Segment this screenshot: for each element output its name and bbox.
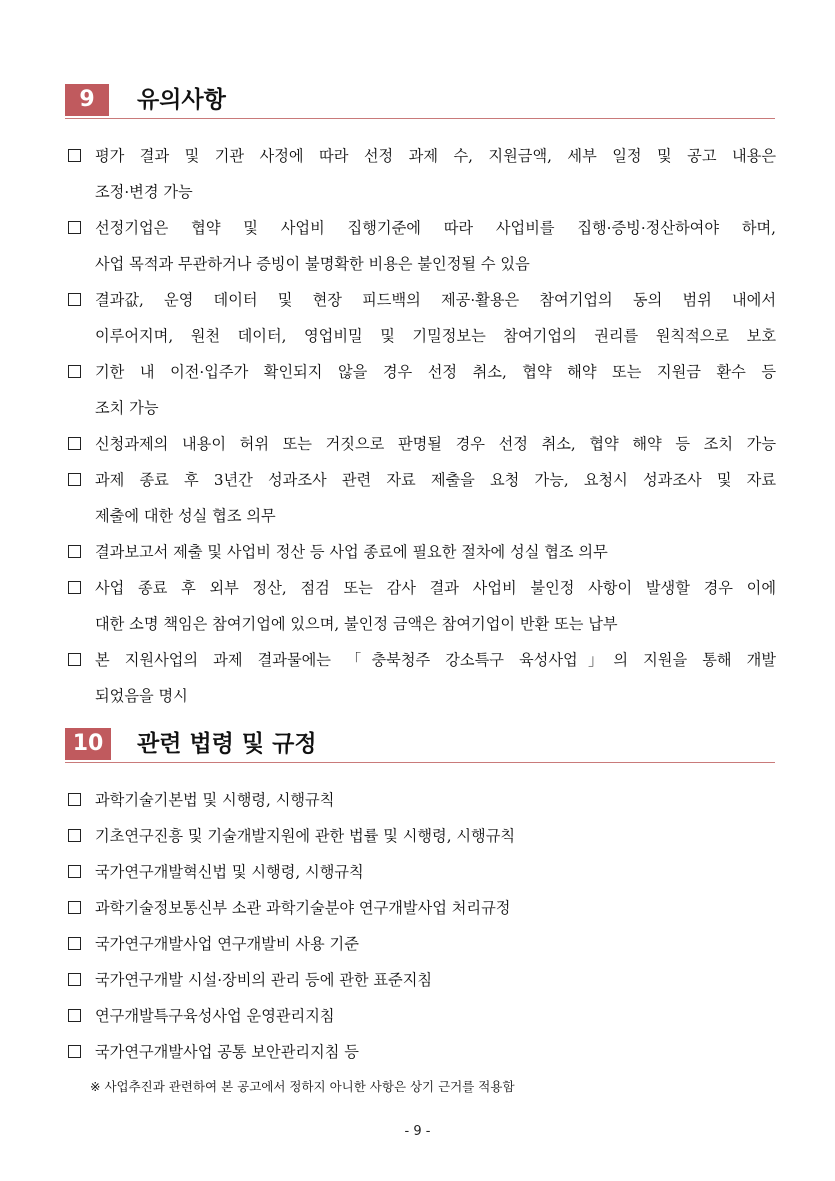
section-10-header <box>65 728 775 763</box>
section-number: 10 <box>65 728 111 760</box>
item-line: 과제 종료 후 3년간 성과조사 관련 자료 제출을 요청 가능, 요청시 성과조사 및 자료 <box>95 471 776 489</box>
section-9-header <box>65 84 775 119</box>
notice-item <box>68 642 776 714</box>
regulation-item <box>68 962 776 998</box>
notice-item <box>68 210 776 282</box>
notice-item <box>68 570 776 642</box>
item-line: 과학기술정보통신부 소관 과학기술분야 연구개발사업 처리규정 <box>95 899 511 917</box>
page-number: - 9 - <box>404 1124 431 1139</box>
item-line: 결과값, 운영 데이터 및 현장 피드백의 제공·활용은 참여기업의 동의 범위 내에서 <box>95 291 776 309</box>
checkbox-icon <box>68 221 81 234</box>
checkbox-icon <box>68 437 81 450</box>
checkbox-icon <box>68 937 81 950</box>
checkbox-icon <box>68 829 81 842</box>
notice-item <box>68 426 776 462</box>
regulation-item <box>68 890 776 926</box>
checkbox-icon <box>68 545 81 558</box>
item-line: 사업 목적과 무관하거나 증빙이 불명확한 비용은 불인정될 수 있음 <box>95 255 530 273</box>
footnote: ※ 사업추진과 관련하여 본 공고에서 정하지 아니한 사항은 상기 근거를 적용함 <box>90 1079 515 1094</box>
item-line: 선정기업은 협약 및 사업비 집행기준에 따라 사업비를 집행·증빙·정산하여야 하며, <box>95 219 776 237</box>
item-line: 조정·변경 가능 <box>95 183 193 201</box>
regulation-item <box>68 998 776 1034</box>
regulation-item <box>68 1034 776 1070</box>
item-line: 국가연구개발혁신법 및 시행령, 시행규칙 <box>95 863 364 881</box>
checkbox-icon <box>68 793 81 806</box>
checkbox-icon <box>68 973 81 986</box>
item-line: 대한 소명 책임은 참여기업에 있으며, 불인정 금액은 참여기업이 반환 또는 납부 <box>95 615 618 633</box>
checkbox-icon <box>68 293 81 306</box>
item-line: 기초연구진흥 및 기술개발지원에 관한 법률 및 시행령, 시행규칙 <box>95 827 516 845</box>
item-line: 연구개발특구육성사업 운영관리지침 <box>95 1007 335 1025</box>
notice-item <box>68 282 776 354</box>
checkbox-icon <box>68 653 81 666</box>
item-line: 제출에 대한 성실 협조 의무 <box>95 507 276 525</box>
regulation-item <box>68 818 776 854</box>
item-line: 국가연구개발사업 공통 보안관리지침 등 <box>95 1043 359 1061</box>
section-number: 9 <box>65 84 109 116</box>
item-line: 되었음을 명시 <box>95 687 188 705</box>
item-line: 본 지원사업의 과제 결과물에는 「충북청주 강소특구 육성사업」의 지원을 통해 개발 <box>95 651 776 669</box>
regulation-item <box>68 854 776 890</box>
checkbox-icon <box>68 365 81 378</box>
item-line: 이루어지며, 원천 데이터, 영업비밀 및 기밀정보는 참여기업의 권리를 원칙적으로 보호 <box>95 327 776 345</box>
item-line: 과학기술기본법 및 시행령, 시행규칙 <box>95 791 335 809</box>
item-line: 기한 내 이전·입주가 확인되지 않을 경우 선정 취소, 협약 해약 또는 지원금 환수 등 <box>95 363 776 381</box>
item-line: 국가연구개발 시설·장비의 관리 등에 관한 표준지침 <box>95 971 433 989</box>
section-title: 유의사항 <box>137 87 226 113</box>
checkbox-icon <box>68 581 81 594</box>
item-line: 조치 가능 <box>95 399 159 417</box>
notice-item <box>68 462 776 534</box>
checkbox-icon <box>68 473 81 486</box>
section-title: 관련 법령 및 규정 <box>137 731 317 757</box>
checkbox-icon <box>68 901 81 914</box>
regulation-item <box>68 926 776 962</box>
checkbox-icon <box>68 865 81 878</box>
checkbox-icon <box>68 149 81 162</box>
item-line: 사업 종료 후 외부 정산, 점검 또는 감사 결과 사업비 불인정 사항이 발생할 경우 이에 <box>95 579 776 597</box>
notice-item <box>68 354 776 426</box>
notice-item <box>68 534 776 570</box>
notice-item <box>68 138 776 210</box>
checkbox-icon <box>68 1009 81 1022</box>
item-line: 국가연구개발사업 연구개발비 사용 기준 <box>95 935 359 953</box>
item-line: 신청과제의 내용이 허위 또는 거짓으로 판명될 경우 선정 취소, 협약 해약 등 조치 가능 <box>95 435 776 453</box>
checkbox-icon <box>68 1045 81 1058</box>
item-line: 결과보고서 제출 및 사업비 정산 등 사업 종료에 필요한 절차에 성실 협조 의무 <box>95 543 608 561</box>
item-line: 평가 결과 및 기관 사정에 따라 선정 과제 수, 지원금액, 세부 일정 및 공고 내용은 <box>95 147 776 165</box>
regulation-item <box>68 782 776 818</box>
